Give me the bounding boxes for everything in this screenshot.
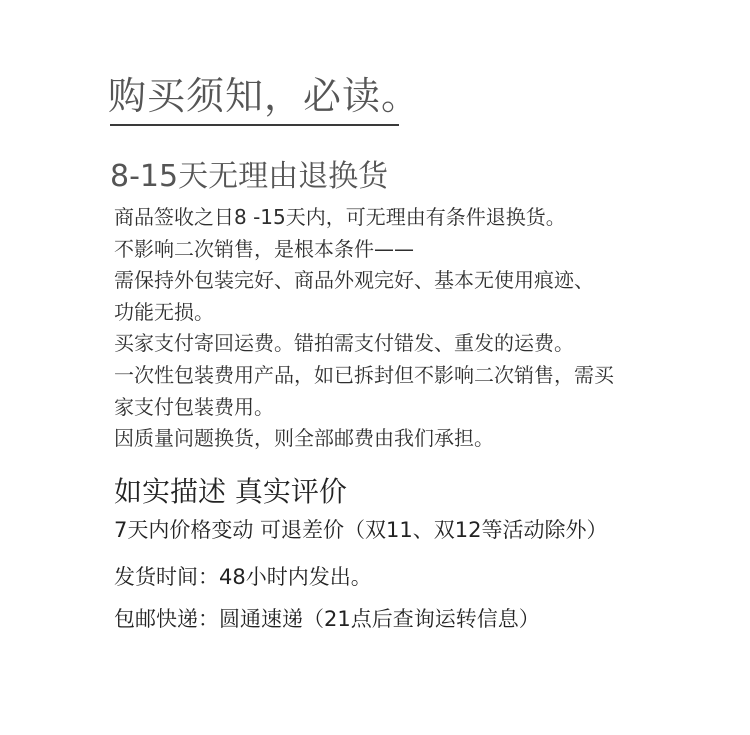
policy-line: 一次性包装费用产品，如已拆封但不影响二次销售，需买 <box>114 362 614 387</box>
policy-line: 买家支付寄回运费。错拍需支付错发、重发的运费。 <box>114 331 574 356</box>
return-policy-text <box>114 202 674 455</box>
shipping-time-note: 发货时间：48小时内发出。 <box>114 565 372 589</box>
courier-note: 包邮快递：圆通速递（21点后查询运转信息） <box>114 607 540 631</box>
title-underline <box>110 124 399 126</box>
price-change-note: 7天内价格变动 可退差价（双11、双12等活动除外） <box>114 518 608 542</box>
policy-line: 商品签收之日8 -15天内，可无理由有条件退换货。 <box>114 205 566 229</box>
policy-line: 家支付包装费用。 <box>114 394 274 419</box>
policy-line: 不影响二次销售，是根本条件—— <box>114 236 414 261</box>
return-policy-heading: 8-15天无理由退换货 <box>110 159 389 194</box>
policy-line: 因质量问题换货，则全部邮费由我们承担。 <box>114 426 494 451</box>
accurate-description-heading: 如实描述 真实评价 <box>114 475 347 508</box>
policy-line: 需保持外包装完好、商品外观完好、基本无使用痕迹、 <box>114 268 594 293</box>
policy-line: 功能无损。 <box>114 299 214 324</box>
page-title: 购买须知，必读。 <box>108 74 421 118</box>
